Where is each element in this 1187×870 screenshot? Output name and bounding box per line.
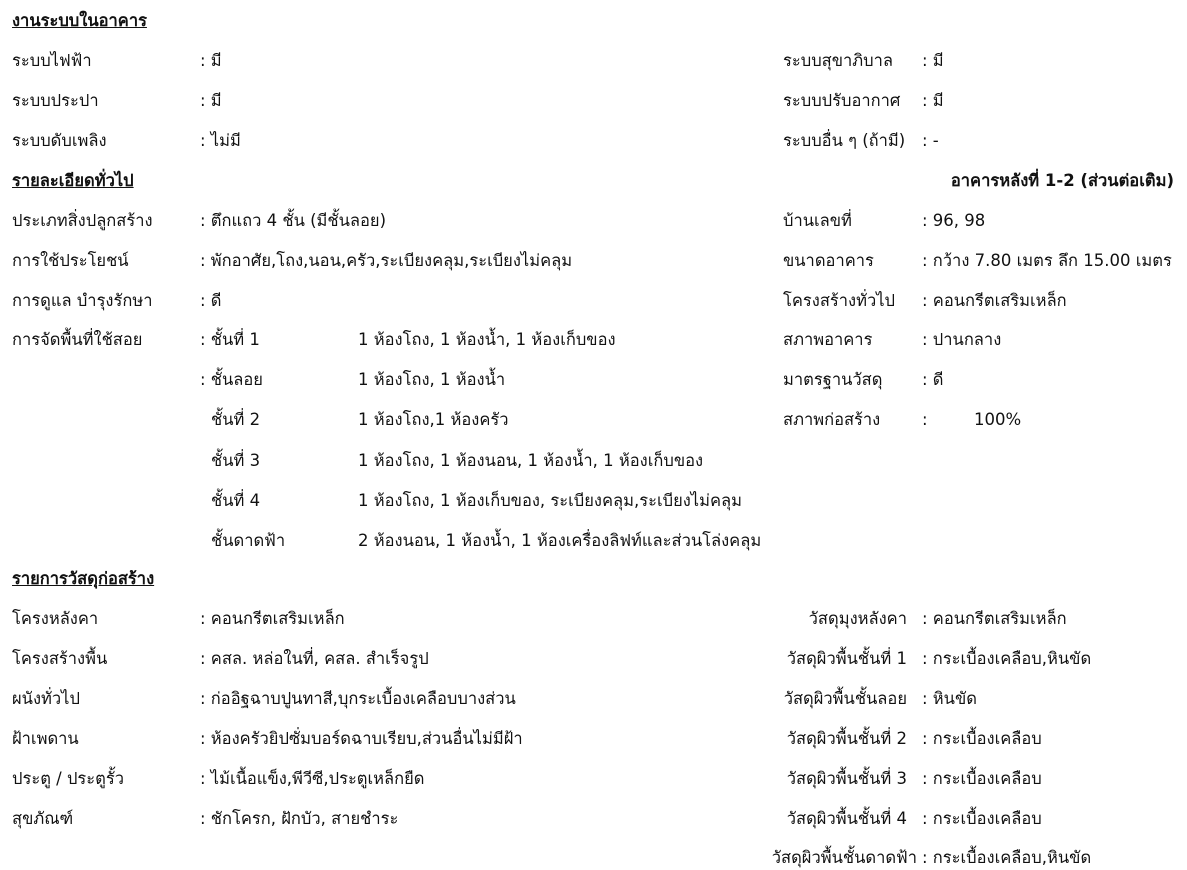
rooftop-rooms: 2 ห้องนอน, 1 ห้องน้ำ, 1 ห้องเครื่องลิฟท์และส่วนโล่งคลุม [358,531,762,550]
building-size-value: : กว้าง 7.80 เมตร ลึก 15.00 เมตร [922,251,1172,270]
materials-heading: รายการวัสดุก่อสร้าง [12,569,155,588]
floor-2-rooms: 1 ห้องโถง,1 ห้องครัว [358,410,509,429]
other-system-label: ระบบอื่น ๆ (ถ้ามี) [783,131,906,150]
floor-3-rooms: 1 ห้องโถง, 1 ห้องนอน, 1 ห้องน้ำ, 1 ห้องเก็บของ [358,451,704,470]
roof-frame-value: : คอนกรีตเสริมเหล็ก [200,609,345,628]
walls-label: ผนังทั่วไป [12,689,80,708]
other-system-value: : - [922,131,939,150]
material-standard-label: มาตรฐานวัสดุ [783,370,883,389]
usage-value: : พักอาศัย,โถง,นอน,ครัว,ระเบียงคลุม,ระเบียงไม่คลุม [200,251,573,270]
floor-2-finish-value: : กระเบื้องเคลือบ [922,729,1042,748]
maintenance-value: : ดี [200,291,222,310]
space-allocation-label: การจัดพื้นที่ใช้สอย [12,330,143,349]
floor-structure-value: : คสล. หล่อในที่, คสล. สำเร็จรูป [200,649,429,668]
building-type-value: : ตึกแถว 4 ชั้น (มีชั้นลอย) [200,211,387,230]
electric-value: : มี [200,51,222,70]
structure-value: : คอนกรีตเสริมเหล็ก [922,291,1067,310]
floor-1-name: : ชั้นที่ 1 [200,330,260,349]
building-type-label: ประเภทสิ่งปลูกสร้าง [12,211,153,230]
floor-1-finish-label: วัสดุผิวพื้นชั้นที่ 1 [786,649,907,668]
rooftop-finish-label: วัสดุผิวพื้นชั้นดาดฟ้า [771,848,917,867]
floor-4-finish-label: วัสดุผิวพื้นชั้นที่ 4 [786,809,907,828]
walls-value: : ก่ออิฐฉาบปูนทาสี,บุกระเบื้องเคลือบบางส่วน [200,689,516,708]
aircon-value: : มี [922,91,944,110]
fire-system-value: : ไม่มี [200,131,241,150]
sanitary-ware-value: : ชักโครก, ฝักบัว, สายชำระ [200,809,399,828]
roof-frame-label: โครงหลังคา [12,609,99,628]
condition-value: : ปานกลาง [922,330,1002,349]
aircon-label: ระบบปรับอากาศ [783,91,901,110]
condition-label: สภาพอาคาร [783,330,873,349]
floor-4-name: ชั้นที่ 4 [211,491,261,510]
floor-3-name: ชั้นที่ 3 [211,451,261,470]
sanitary-ware-label: สุขภัณฑ์ [12,809,74,828]
sanitation-value: : มี [922,51,944,70]
mezzanine-name: : ชั้นลอย [200,370,263,389]
structure-label: โครงสร้างทั่วไป [783,291,895,310]
building-size-label: ขนาดอาคาร [783,251,874,270]
ceiling-label: ฝ้าเพดาน [12,729,79,748]
general-heading: รายละเอียดทั่วไป [12,171,134,190]
usage-label: การใช้ประโยชน์ [12,251,129,270]
mezzanine-finish-label: วัสดุผิวพื้นชั้นลอย [783,689,907,708]
floor-4-rooms: 1 ห้องโถง, 1 ห้องเก็บของ, ระเบียงคลุม,ระเบียงไม่คลุม [358,491,743,510]
ceiling-value: : ห้องครัวยิปซั่มบอร์ดฉาบเรียบ,ส่วนอื่นไม่มีฝ้า [200,729,523,748]
water-supply-label: ระบบประปา [12,91,99,110]
material-standard-value: : ดี [922,370,944,389]
construction-status-value: 100% [974,410,1022,429]
floor-3-finish-value: : กระเบื้องเคลือบ [922,769,1042,788]
mezzanine-rooms: 1 ห้องโถง, 1 ห้องน้ำ [358,370,506,389]
roofing-material-value: : คอนกรีตเสริมเหล็ก [922,609,1067,628]
house-number-value: : 96, 98 [922,211,986,230]
mezzanine-finish-value: : หินขัด [922,689,977,708]
floor-4-finish-value: : กระเบื้องเคลือบ [922,809,1042,828]
roofing-material-label: วัสดุมุงหลังคา [808,609,907,628]
floor-1-rooms: 1 ห้องโถง, 1 ห้องน้ำ, 1 ห้องเก็บของ [358,330,616,349]
rooftop-finish-value: : กระเบื้องเคลือบ,หินขัด [922,848,1092,867]
floor-2-name: ชั้นที่ 2 [211,410,261,429]
maintenance-label: การดูแล บำรุงรักษา [12,291,153,310]
floor-structure-label: โครงสร้างพื้น [12,649,108,668]
electric-label: ระบบไฟฟ้า [12,51,92,70]
building-title: อาคารหลังที่ 1-2 (ส่วนต่อเติม) [950,171,1174,190]
doors-value: : ไม้เนื้อแข็ง,พีวีซี,ประตูเหล็กยืด [200,769,425,788]
doors-label: ประตู / ประตูรั้ว [12,769,125,788]
rooftop-name: ชั้นดาดฟ้า [211,531,286,550]
systems-heading: งานระบบในอาคาร [12,11,147,30]
water-supply-value: : มี [200,91,222,110]
fire-system-label: ระบบดับเพลิง [12,131,107,150]
sanitation-label: ระบบสุขาภิบาล [783,51,894,70]
floor-2-finish-label: วัสดุผิวพื้นชั้นที่ 2 [786,729,907,748]
floor-1-finish-value: : กระเบื้องเคลือบ,หินขัด [922,649,1092,668]
floor-3-finish-label: วัสดุผิวพื้นชั้นที่ 3 [786,769,907,788]
house-number-label: บ้านเลขที่ [783,211,852,230]
construction-status-colon: : [922,410,928,429]
construction-status-label: สภาพก่อสร้าง [783,410,881,429]
